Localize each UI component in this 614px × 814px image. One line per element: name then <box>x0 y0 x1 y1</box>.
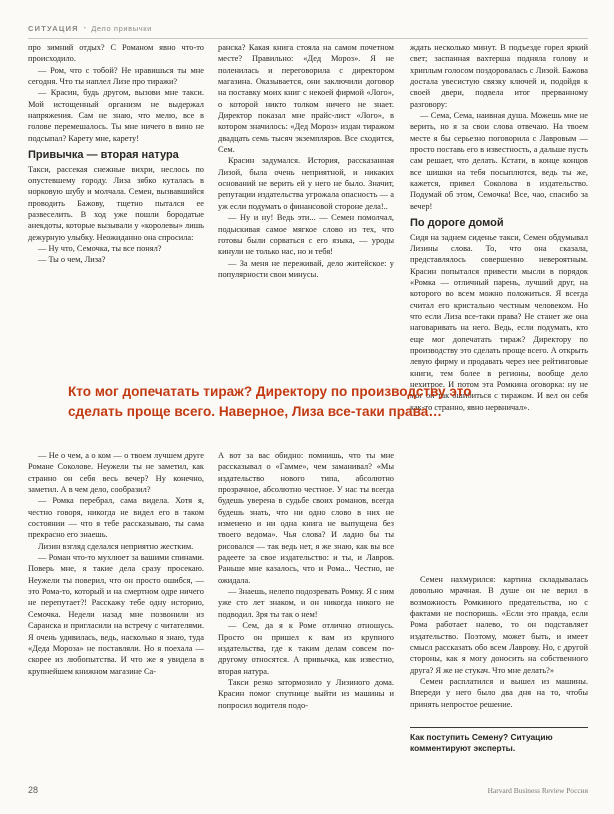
paragraph: Семен нахмурился: картина складывалась довольно мрачная. В душе он не верил в возможность Ромкиного предательства, но с фактами не поспоришь. «Если это правда, если Рома работает налево, то он подставляет издательство. Поэтому, может быть, и имеет смысл рассказать обо всем Лаврову. Но, с другой стороны, как я могу доносить на собственного друга? Я же не стукач. Что мне делать?» <box>410 575 588 675</box>
top-column-2 <box>218 42 394 280</box>
paragraph: — Красин, будь другом, вызови мне такси. Мой истощенный организм не выдержал напряжения. Сам не знаю, что мелю, все в голове перемешалось. Ты мне ничего в вино не подсыпал? Карету мне, карету! <box>28 88 204 143</box>
paragraph: — Ну и ну! Ведь эти... — Семен помолчал, подыскивая самое мягкое слово из тех, что готовы были сорваться с его языка, — уроды кинули не только нас, но и тебя! <box>218 213 394 257</box>
paragraph: А вот за вас обидно: помнишь, что ты мне рассказывал о «Гамме», чем заманивал? «Мы издательство нового типа, абсолютно прозрачное, абсолютно честное. У нас ты всегда будешь уверена в судьбе своих романов, всегда будешь знать, что ни одно слово в них не изменено и ни одна книга не выпущена без твоего ведома». Чья слова? И ладно бы ты рисовался — так ведь нет, я же знаю, как вы все радеете за свое издательство: и ты, и Лавров. Раньше мне казалось, что и Рома... Честно, не ожидала. <box>218 451 394 585</box>
paragraph: — Ромка перебрал, сама видела. Хотя я, честно говоря, никогда не видел его в таком состоянии — что я тебе рассказываю, ты сама прекрасно его знаешь. <box>28 496 204 540</box>
paragraph: Семен расплатился и вышел из машины. Впереди у него было два дня на то, чтобы принять непростое решение. <box>410 677 588 709</box>
top-column-3 <box>410 42 588 413</box>
expert-callout: Как поступить Семену? Ситуацию комментируют эксперты. <box>410 727 588 754</box>
subheading: По дороге домой <box>410 217 504 230</box>
paragraph: — Сема, Сема, наивная душа. Можешь мне не верить, но я за свои слова отвечаю. На твоем месте я бы серьезно поговорила с Лавровым — просто поставь его в известность, а дальше пусть сам решает, что делать. Кстати, в конце концов все шишки на тебя посыплются, ведь ты же, кажется, привел Соколова в издательство. Подумай об этом, Семочка! Все, чао, спасибо за вечер! <box>410 111 588 211</box>
page-number: 28 <box>28 785 39 795</box>
subsection-label: Дело привычки <box>91 24 152 33</box>
bottom-column-3 <box>410 574 588 710</box>
paragraph: Сидя на заднем сиденье такси, Семен обдумывал Лизины слова. То, что она сказала, представлялось совершенно невероятным. Красин попытался привести мысли в порядок «Ромка — отличный парень, лучший друг, на которого во всем можно положиться. Я всегда считал его кристально честным человеком. Но что если Лиза все-таки права? Не станет же она наговаривать на него. Ведь, если подумать, кто еще мог допечатать тираж? Директору по производству это сделать проще всего. А открыть левую фирму и продавать через нее рейтинговые книги, тем более в регионы, вообще дело нехитрое. И потом эта Ромкина оговорка: ну не мог он так ошибиться с тиражом. И вел он себя как-то странно, явно нервничал». <box>410 232 588 412</box>
header-separator: • <box>83 25 87 32</box>
paragraph: Лизин взгляд сделался неприятно жестким. <box>38 541 194 551</box>
top-column-1 <box>28 42 204 266</box>
paragraph: ранска? Какая книга стояла на самом почетном месте? Правильно: «Дед Мороз». Я не поленилась и переговорила с директором магазина. Оказывается, они заключили договор на поставку моих книг с некоей фирмой «Лого», о которой никто толком ничего не знает. Директор показал мне прайс-лист «Лого», в котором значилось: «Дед Мороз» издан тиражом двадцать семь тысяч экземпляров. Все сходится, Сем. <box>218 43 394 155</box>
paragraph: — Не о чем, а о ком — о твоем лучшем друге Романе Соколове. Неужели ты не заметил, как странно он себя весь вечер? Ну конечно, заметил. А в чем дело, сообразил? <box>28 451 204 495</box>
paragraph: — Ром, что с тобой? Не нравишься ты мне сегодня. Что ты наплел Лизе про тиражи? <box>28 65 204 87</box>
paragraph: — Сем, да я к Роме отлично отношусь. Просто он пришел к вам из крупного издательства, где к таким делам совсем по-другому относятся. А привычка, как известно, вторая натура. <box>218 621 394 676</box>
paragraph: — Знаешь, нелепо подозревать Ромку. Я с ним уже сто лет знаком, и он никогда никого не подводил. Зря ты так о нем! <box>218 587 394 619</box>
paragraph: — За меня не переживай, дело житейское: у популярности свои минусы. <box>218 258 394 279</box>
header-rule <box>28 38 588 39</box>
pull-quote: Кто мог допечатать тираж? Директору по производству это сделать проще всего. Наверное, Лиза все-таки права… <box>68 384 472 420</box>
paragraph: про зимний отдых? С Романом явно что-то происходило. <box>28 43 204 64</box>
paragraph: Такси, рассекая снежные вихри, неслось по опустевшему городу. Лиза зябко куталась в норковую шубу и молчала. Семен, вызвавшийся проводить Бажову, тщетно пытался ее развеселить. В ход уже пошли бородатые анекдоты, которые вызывали у «королевы» лишь дежурную улыбку. Неожиданно она спросила: <box>28 164 204 242</box>
paragraph: — Ну что, Семочка, ты все понял? <box>38 244 162 253</box>
bottom-column-1 <box>28 450 204 677</box>
subheading: Привычка — вторая натура <box>28 149 179 162</box>
paragraph: ждать несколько минут. В подъезде горел яркий свет; заспанная вахтерша подняла голову и хриплым голосом поздоровалась с Лизой. Бажова достала увесистую связку ключей и, подойдя к своей двери, подвела итог прерванному разговору: <box>410 43 588 109</box>
section-label: СИТУАЦИЯ <box>28 24 79 33</box>
paragraph: — Роман что-то мухлюет за вашими спинами. Поверь мне, я такие дела сразу просекаю. Неужели ты поверил, что он просто ошибся, — это Рома-то, который и на смертном одре ничего не перепутает?! Расскажу тебе одну историю, Семочка. Недели назад мне позвонили из Саранска и пригласили на встречу с читателями. Я очень удивилась, ведь, насколько я знаю, туда «Деда Мороза» не поставляли. Но я поехала — скорее из любопытства. И что же я увидела в крупнейшем книжном магазине Са- <box>28 553 204 676</box>
bottom-column-2 <box>218 450 394 711</box>
publication-name: Harvard Business Review Россия <box>487 786 588 795</box>
paragraph: Такси резко затормозило у Лизиного дома. Красин помог спутнице выйти из машины и попросил водителя подо- <box>218 677 394 710</box>
running-header <box>28 24 588 33</box>
paragraph: — Ты о чем, Лиза? <box>38 255 106 265</box>
paragraph: Красин задумался. История, рассказанная Лизой, была очень неприятной, и никаких оснований не верить ей у него не было. Значит, репутации издательства угрожала опасность — а уж если подумать о финансовой стороне дела!.. <box>218 156 394 211</box>
